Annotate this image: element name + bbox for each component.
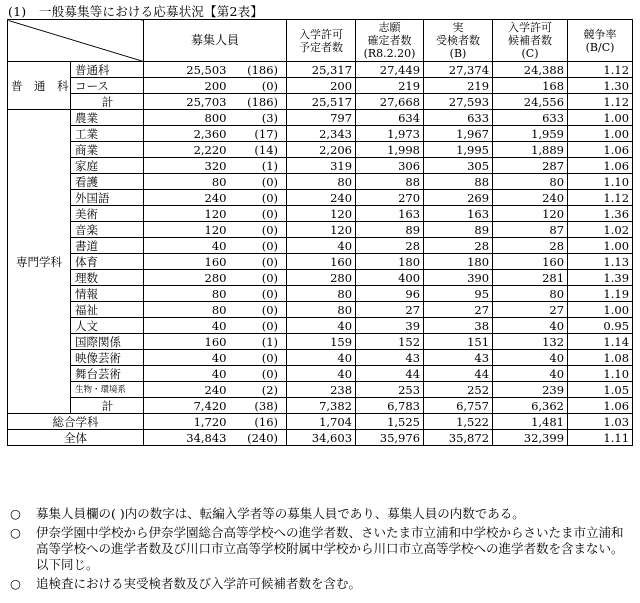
subject-name: 情報 bbox=[71, 286, 144, 302]
cell-koho: 24,388 bbox=[493, 62, 568, 78]
cell-koho: 28 bbox=[493, 238, 568, 254]
header-kyoso bbox=[568, 20, 633, 62]
cell-capacity: 240 bbox=[144, 190, 228, 206]
page-title: (1) 一般募集等における応募状況【第2表】 bbox=[8, 4, 264, 19]
cell-shigan: 270 bbox=[356, 190, 424, 206]
cell-capacity: 40 bbox=[144, 238, 228, 254]
cell-ratio: 1.10 bbox=[568, 366, 633, 382]
header-kyoso-line1: 競争率 bbox=[583, 27, 617, 41]
cell-capacity: 120 bbox=[144, 206, 228, 222]
cell-shigan: 306 bbox=[356, 158, 424, 174]
note-item bbox=[10, 576, 632, 592]
note-bullet: ○ bbox=[10, 576, 21, 591]
cell-ratio: 1.19 bbox=[568, 286, 633, 302]
cell-ratio: 1.12 bbox=[568, 190, 633, 206]
header-kyoso-line2: (B/C) bbox=[585, 40, 615, 54]
cell-juken: 252 bbox=[424, 382, 493, 398]
cell-shigan: 39 bbox=[356, 318, 424, 334]
cell-shigan: 43 bbox=[356, 350, 424, 366]
cell-yotei: 40 bbox=[287, 318, 356, 334]
cell-yotei: 2,206 bbox=[287, 142, 356, 158]
cell-juken: 35,872 bbox=[424, 430, 493, 446]
subject-name: 理数 bbox=[71, 270, 144, 286]
subject-name: 舞台芸術 bbox=[71, 366, 144, 382]
cell-ratio: 1.00 bbox=[568, 302, 633, 318]
table-row bbox=[8, 270, 633, 286]
cell-juken: 180 bbox=[424, 254, 493, 270]
cell-paren: (0) bbox=[228, 302, 287, 318]
cell-yotei: 80 bbox=[287, 174, 356, 190]
table-row bbox=[8, 414, 633, 430]
cell-ratio: 1.00 bbox=[568, 238, 633, 254]
cell-ratio: 1.02 bbox=[568, 222, 633, 238]
cell-capacity: 40 bbox=[144, 366, 228, 382]
subject-name: 計 bbox=[71, 398, 144, 414]
cell-ratio: 0.95 bbox=[568, 318, 633, 334]
cell-capacity: 40 bbox=[144, 350, 228, 366]
cell-paren: (0) bbox=[228, 206, 287, 222]
header-shigan-line3: (R8.2.20) bbox=[363, 47, 416, 60]
subject-name: 国際関係 bbox=[71, 334, 144, 350]
cell-capacity: 80 bbox=[144, 174, 228, 190]
cell-yotei: 159 bbox=[287, 334, 356, 350]
subject-name: 体育 bbox=[71, 254, 144, 270]
cell-juken: 219 bbox=[424, 78, 493, 94]
cell-ratio: 1.14 bbox=[568, 334, 633, 350]
cell-ratio: 1.12 bbox=[568, 94, 633, 110]
cell-paren: (3) bbox=[228, 110, 287, 126]
cell-capacity: 25,503 bbox=[144, 62, 228, 78]
cell-yotei: 240 bbox=[287, 190, 356, 206]
cell-ratio: 1.30 bbox=[568, 78, 633, 94]
note-bullet: ○ bbox=[10, 506, 21, 521]
cell-capacity: 200 bbox=[144, 78, 228, 94]
table-row bbox=[8, 158, 633, 174]
cell-shigan: 44 bbox=[356, 366, 424, 382]
table-row bbox=[8, 206, 633, 222]
cell-capacity: 160 bbox=[144, 254, 228, 270]
cell-paren: (186) bbox=[228, 62, 287, 78]
cell-ratio: 1.00 bbox=[568, 126, 633, 142]
header-boshu: 募集人員 bbox=[144, 20, 287, 62]
cell-paren: (16) bbox=[228, 414, 287, 430]
cell-juken: 44 bbox=[424, 366, 493, 382]
header-kohosha-line3: (C) bbox=[521, 47, 539, 60]
subject-name: 美術 bbox=[71, 206, 144, 222]
cell-koho: 40 bbox=[493, 366, 568, 382]
subject-name: 商業 bbox=[71, 142, 144, 158]
header-nyugaku-yotei bbox=[287, 20, 356, 62]
cell-yotei: 80 bbox=[287, 286, 356, 302]
cell-yotei: 34,603 bbox=[287, 430, 356, 446]
cell-shigan: 400 bbox=[356, 270, 424, 286]
cell-yotei: 40 bbox=[287, 238, 356, 254]
table-row bbox=[8, 174, 633, 190]
cell-capacity: 160 bbox=[144, 334, 228, 350]
cell-yotei: 1,704 bbox=[287, 414, 356, 430]
cell-shigan: 35,976 bbox=[356, 430, 424, 446]
cell-capacity: 120 bbox=[144, 222, 228, 238]
cell-koho: 80 bbox=[493, 286, 568, 302]
header-jukensha bbox=[424, 20, 493, 62]
cell-capacity: 40 bbox=[144, 318, 228, 334]
cell-capacity: 7,420 bbox=[144, 398, 228, 414]
cell-yotei: 7,382 bbox=[287, 398, 356, 414]
group-label-senmon: 専門学科 bbox=[8, 110, 71, 414]
row-label-zentai: 全体 bbox=[8, 430, 144, 446]
subject-name: 普通科 bbox=[71, 62, 144, 78]
cell-capacity: 240 bbox=[144, 382, 228, 398]
cell-juken: 28 bbox=[424, 238, 493, 254]
header-jukensha-line3: (B) bbox=[449, 47, 467, 60]
cell-paren: (0) bbox=[228, 254, 287, 270]
cell-koho: 287 bbox=[493, 158, 568, 174]
table-row bbox=[8, 222, 633, 238]
cell-shigan: 27,449 bbox=[356, 62, 424, 78]
cell-yotei: 40 bbox=[287, 366, 356, 382]
cell-koho: 80 bbox=[493, 174, 568, 190]
cell-capacity: 800 bbox=[144, 110, 228, 126]
cell-shigan: 27,668 bbox=[356, 94, 424, 110]
cell-paren: (0) bbox=[228, 366, 287, 382]
cell-juken: 633 bbox=[424, 110, 493, 126]
cell-yotei: 238 bbox=[287, 382, 356, 398]
table-row bbox=[8, 366, 633, 382]
table-row bbox=[8, 334, 633, 350]
cell-juken: 151 bbox=[424, 334, 493, 350]
cell-capacity: 34,843 bbox=[144, 430, 228, 446]
cell-juken: 27,374 bbox=[424, 62, 493, 78]
cell-paren: (17) bbox=[228, 126, 287, 142]
cell-yotei: 40 bbox=[287, 350, 356, 366]
cell-ratio: 1.06 bbox=[568, 398, 633, 414]
note-text: 追検査における実受検者数及び入学許可候補者数を含む。 bbox=[36, 576, 362, 591]
subject-name: コース bbox=[71, 78, 144, 94]
cell-koho: 24,556 bbox=[493, 94, 568, 110]
subject-name: 計 bbox=[71, 94, 144, 110]
header-shigan bbox=[356, 20, 424, 62]
cell-koho: 281 bbox=[493, 270, 568, 286]
subject-name: 農業 bbox=[71, 110, 144, 126]
cell-yotei: 280 bbox=[287, 270, 356, 286]
cell-paren: (0) bbox=[228, 270, 287, 286]
header-shigan-line1: 志願 bbox=[378, 21, 401, 34]
cell-shigan: 163 bbox=[356, 206, 424, 222]
cell-ratio: 1.06 bbox=[568, 158, 633, 174]
header-nyugaku-yotei-line2: 予定者数 bbox=[299, 40, 344, 54]
cell-paren: (240) bbox=[228, 430, 287, 446]
cell-capacity: 2,220 bbox=[144, 142, 228, 158]
header-shigan-line2: 確定者数 bbox=[367, 34, 412, 47]
note-text: 伊奈学園中学校から伊奈学園総合高等学校への進学者数、さいたま市立浦和中学校からさいたま市立浦和高等学校への進学者数及び川口市立高等学校附属中学校から川口市立高等学校への進学者数を含まない。以下同じ。 bbox=[36, 525, 624, 572]
table-row bbox=[8, 286, 633, 302]
cell-yotei: 120 bbox=[287, 206, 356, 222]
cell-capacity: 25,703 bbox=[144, 94, 228, 110]
table-row bbox=[8, 430, 633, 446]
cell-capacity: 280 bbox=[144, 270, 228, 286]
cell-paren: (0) bbox=[228, 190, 287, 206]
cell-juken: 27 bbox=[424, 302, 493, 318]
cell-koho: 120 bbox=[493, 206, 568, 222]
note-text: 募集人員欄の( )内の数字は、転編入学者等の募集人員であり、募集人員の内数である。 bbox=[36, 506, 525, 521]
header-kohosha bbox=[493, 20, 568, 62]
cell-ratio: 1.08 bbox=[568, 350, 633, 366]
table-row bbox=[8, 94, 633, 110]
cell-juken: 390 bbox=[424, 270, 493, 286]
cell-ratio: 1.10 bbox=[568, 174, 633, 190]
cell-juken: 95 bbox=[424, 286, 493, 302]
cell-koho: 40 bbox=[493, 350, 568, 366]
subject-name: 外国語 bbox=[71, 190, 144, 206]
cell-juken: 27,593 bbox=[424, 94, 493, 110]
cell-juken: 89 bbox=[424, 222, 493, 238]
cell-juken: 88 bbox=[424, 174, 493, 190]
cell-koho: 32,399 bbox=[493, 430, 568, 446]
cell-capacity: 80 bbox=[144, 286, 228, 302]
cell-juken: 163 bbox=[424, 206, 493, 222]
table-row bbox=[8, 142, 633, 158]
cell-paren: (0) bbox=[228, 174, 287, 190]
cell-shigan: 253 bbox=[356, 382, 424, 398]
cell-yotei: 120 bbox=[287, 222, 356, 238]
cell-shigan: 28 bbox=[356, 238, 424, 254]
cell-juken: 269 bbox=[424, 190, 493, 206]
cell-shigan: 219 bbox=[356, 78, 424, 94]
table-body bbox=[8, 62, 633, 446]
cell-capacity: 2,360 bbox=[144, 126, 228, 142]
cell-yotei: 160 bbox=[287, 254, 356, 270]
subject-name: 書道 bbox=[71, 238, 144, 254]
cell-yotei: 25,317 bbox=[287, 62, 356, 78]
cell-koho: 132 bbox=[493, 334, 568, 350]
cell-yotei: 200 bbox=[287, 78, 356, 94]
table-row bbox=[8, 62, 633, 78]
table-row bbox=[8, 238, 633, 254]
header-jukensha-line2: 受検者数 bbox=[436, 34, 481, 47]
table-row bbox=[8, 126, 633, 142]
cell-shigan: 88 bbox=[356, 174, 424, 190]
cell-koho: 1,959 bbox=[493, 126, 568, 142]
cell-capacity: 320 bbox=[144, 158, 228, 174]
table-row bbox=[8, 398, 633, 414]
cell-paren: (1) bbox=[228, 158, 287, 174]
cell-paren: (0) bbox=[228, 350, 287, 366]
table-row bbox=[8, 78, 633, 94]
subject-name: 家庭 bbox=[71, 158, 144, 174]
cell-paren: (0) bbox=[228, 286, 287, 302]
cell-koho: 239 bbox=[493, 382, 568, 398]
table-row bbox=[8, 190, 633, 206]
cell-ratio: 1.39 bbox=[568, 270, 633, 286]
cell-shigan: 634 bbox=[356, 110, 424, 126]
header-kohosha-line2: 候補者数 bbox=[508, 34, 553, 47]
cell-juken: 6,757 bbox=[424, 398, 493, 414]
cell-yotei: 797 bbox=[287, 110, 356, 126]
cell-shigan: 89 bbox=[356, 222, 424, 238]
table-row bbox=[8, 350, 633, 366]
cell-shigan: 152 bbox=[356, 334, 424, 350]
header-row bbox=[8, 20, 633, 62]
cell-paren: (186) bbox=[228, 94, 287, 110]
cell-shigan: 1,525 bbox=[356, 414, 424, 430]
cell-ratio: 1.12 bbox=[568, 62, 633, 78]
table-row bbox=[8, 318, 633, 334]
cell-koho: 40 bbox=[493, 318, 568, 334]
table-row bbox=[8, 382, 633, 398]
cell-paren: (0) bbox=[228, 78, 287, 94]
header-corner bbox=[8, 20, 144, 62]
cell-paren: (1) bbox=[228, 334, 287, 350]
subject-name: 工業 bbox=[71, 126, 144, 142]
cell-shigan: 1,973 bbox=[356, 126, 424, 142]
note-item bbox=[10, 525, 632, 573]
cell-capacity: 80 bbox=[144, 302, 228, 318]
cell-koho: 87 bbox=[493, 222, 568, 238]
cell-koho: 27 bbox=[493, 302, 568, 318]
table-row bbox=[8, 254, 633, 270]
cell-koho: 1,481 bbox=[493, 414, 568, 430]
cell-koho: 1,889 bbox=[493, 142, 568, 158]
cell-koho: 160 bbox=[493, 254, 568, 270]
cell-paren: (0) bbox=[228, 238, 287, 254]
cell-ratio: 1.03 bbox=[568, 414, 633, 430]
subject-name: 音楽 bbox=[71, 222, 144, 238]
cell-paren: (0) bbox=[228, 318, 287, 334]
header-kohosha-line1: 入学許可 bbox=[508, 21, 553, 34]
subject-name: 福祉 bbox=[71, 302, 144, 318]
cell-shigan: 96 bbox=[356, 286, 424, 302]
cell-koho: 240 bbox=[493, 190, 568, 206]
note-bullet: ○ bbox=[10, 525, 21, 540]
subject-name: 人文 bbox=[71, 318, 144, 334]
cell-koho: 6,362 bbox=[493, 398, 568, 414]
cell-juken: 43 bbox=[424, 350, 493, 366]
notes bbox=[10, 506, 632, 595]
cell-shigan: 1,998 bbox=[356, 142, 424, 158]
cell-juken: 38 bbox=[424, 318, 493, 334]
header-jukensha-line1: 実 bbox=[452, 21, 464, 34]
cell-koho: 168 bbox=[493, 78, 568, 94]
cell-paren: (14) bbox=[228, 142, 287, 158]
cell-juken: 1,522 bbox=[424, 414, 493, 430]
cell-yotei: 80 bbox=[287, 302, 356, 318]
application-status-table bbox=[7, 19, 633, 446]
cell-yotei: 2,343 bbox=[287, 126, 356, 142]
cell-ratio: 1.00 bbox=[568, 110, 633, 126]
table-row bbox=[8, 110, 633, 126]
cell-ratio: 1.13 bbox=[568, 254, 633, 270]
cell-juken: 1,967 bbox=[424, 126, 493, 142]
group-label-futsu: 普 通 科 bbox=[8, 62, 71, 110]
cell-ratio: 1.05 bbox=[568, 382, 633, 398]
cell-ratio: 1.06 bbox=[568, 142, 633, 158]
row-label-sogo: 総合学科 bbox=[8, 414, 144, 430]
cell-koho: 633 bbox=[493, 110, 568, 126]
cell-capacity: 1,720 bbox=[144, 414, 228, 430]
cell-paren: (0) bbox=[228, 222, 287, 238]
cell-paren: (2) bbox=[228, 382, 287, 398]
cell-ratio: 1.36 bbox=[568, 206, 633, 222]
cell-shigan: 6,783 bbox=[356, 398, 424, 414]
cell-paren: (38) bbox=[228, 398, 287, 414]
subject-name: 生物・環境系 bbox=[71, 382, 144, 398]
cell-yotei: 319 bbox=[287, 158, 356, 174]
cell-ratio: 1.11 bbox=[568, 430, 633, 446]
header-nyugaku-yotei-line1: 入学許可 bbox=[299, 27, 344, 41]
cell-yotei: 25,517 bbox=[287, 94, 356, 110]
cell-juken: 1,995 bbox=[424, 142, 493, 158]
cell-juken: 305 bbox=[424, 158, 493, 174]
cell-shigan: 27 bbox=[356, 302, 424, 318]
subject-name: 映像芸術 bbox=[71, 350, 144, 366]
table-row bbox=[8, 302, 633, 318]
cell-shigan: 180 bbox=[356, 254, 424, 270]
subject-name: 看護 bbox=[71, 174, 144, 190]
note-item bbox=[10, 506, 632, 522]
